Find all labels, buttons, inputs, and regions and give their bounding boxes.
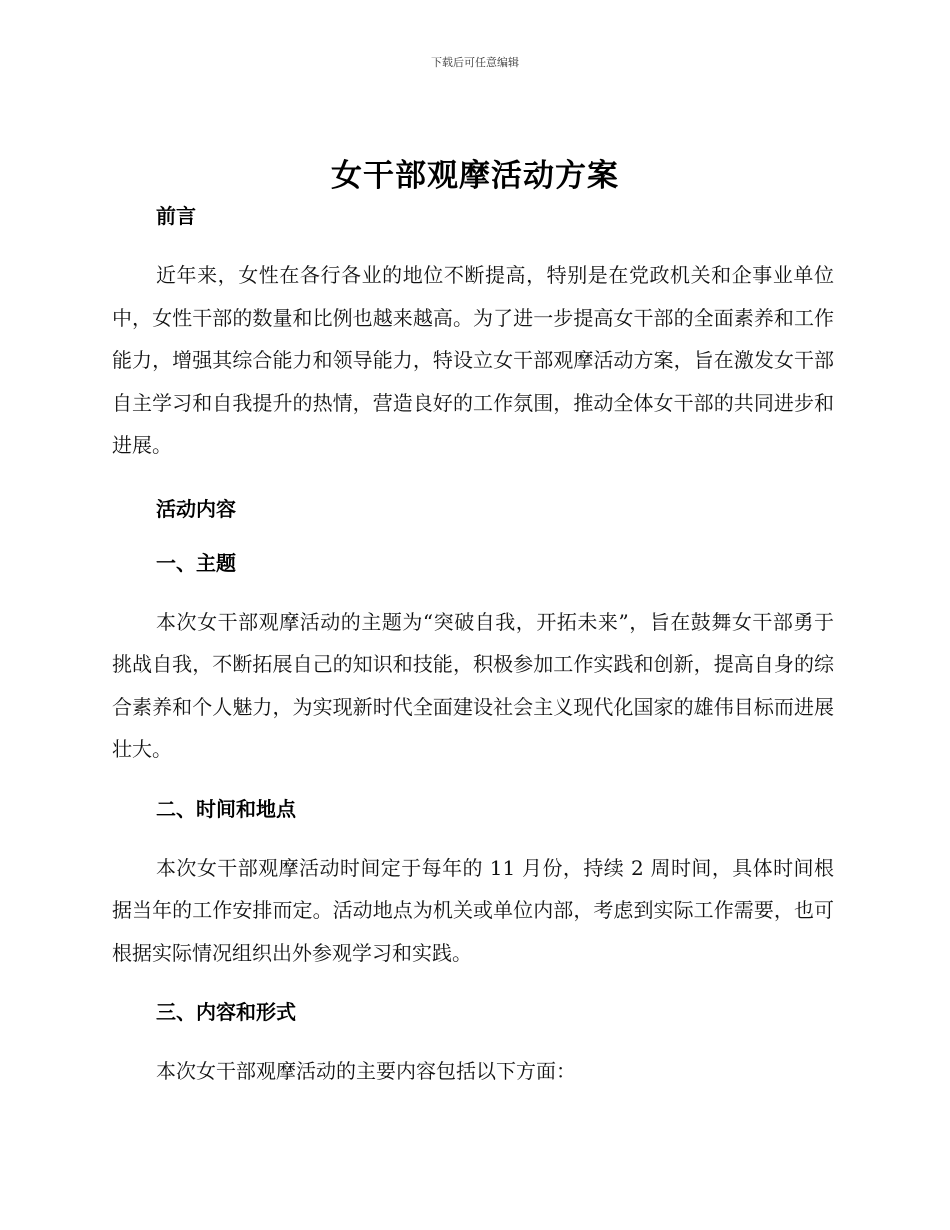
paragraph-time: 本次女干部观摩活动时间定于每年的 11 月份，持续 2 周时间，具体时间根据当年的工作安排而定。活动地点为机关或单位内部，考虑到实际工作需要，也可根据实际情况组织出外参观学习和实践。 xyxy=(112,855,834,965)
section-heading-activity: 活动内容 xyxy=(156,496,236,521)
paragraph-content: 本次女干部观摩活动的主要内容包括以下方面： xyxy=(156,1059,576,1083)
section-heading-preface: 前言 xyxy=(156,204,196,228)
document-title: 女干部观摩活动方案 xyxy=(331,158,619,194)
section-heading-theme: 一、主题 xyxy=(156,550,236,575)
paragraph-theme: 本次女干部观摩活动的主题为“突破自我，开拓未来”，旨在鼓舞女干部勇于挑战自我，不断拓展自己的知识和技能，积极参加工作实践和创新，提高自身的综合素养和个人魅力，为实现新时代全面建设社会主义现代化国家的雄伟目标而进展壮大。 xyxy=(112,609,834,761)
section-heading-content: 三、内容和形式 xyxy=(156,1000,296,1024)
header-note: 下载后可任意编辑 xyxy=(431,56,519,69)
section-heading-time: 二、时间和地点 xyxy=(156,796,296,821)
paragraph-preface: 近年来，女性在各行各业的地位不断提高，特别是在党政机关和企事业单位中，女性干部的数量和比例也越来越高。为了进一步提高女干部的全面素养和工作能力，增强其综合能力和领导能力，特设立女干部观摩活动方案，旨在激发女干部自主学习和自我提升的热情，营造良好的工作氛围，推动全体女干部的共同进步和进展。 xyxy=(112,263,834,457)
document-body xyxy=(112,200,834,1093)
